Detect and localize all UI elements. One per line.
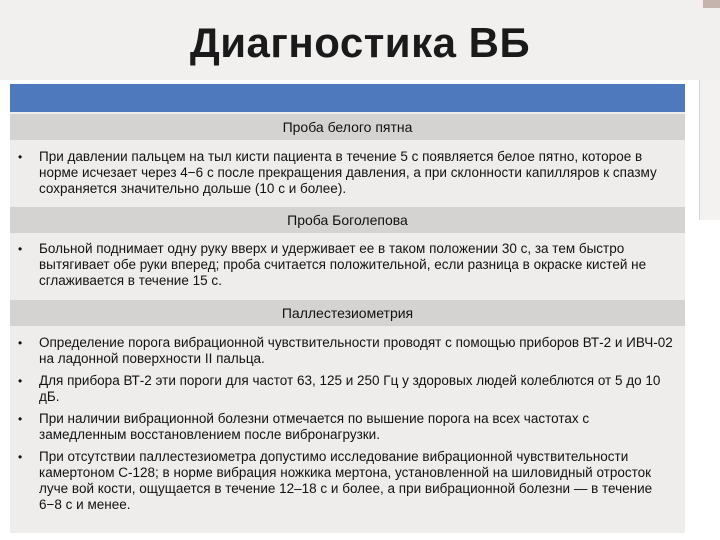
section-header-bogolepov: Проба Боголепова [10,207,685,233]
page-title: Диагностика ВБ [189,19,531,66]
content-table [10,84,685,532]
bullet-icon: • [18,150,23,164]
bullet-icon: • [18,336,23,350]
list-item [10,241,685,289]
table-header-bar [10,84,685,112]
section-body-bogolepov [10,235,685,304]
list-item [10,149,685,197]
bullet-icon: • [18,450,23,464]
list-item [10,411,685,443]
list-item [10,335,685,367]
bullet-text: Определение порога вибрационной чувствительности проводят с помощью приборов ВТ-2 и ИВЧ-02 на ладонной поверхности II пальца. [39,335,673,366]
section-header-white-spot: Проба белого пятна [10,114,685,140]
bullet-text: При отсутствии паллестезиометра допустимо исследование вибрационной чувствительности камертоном С-128; в норме вибрация ножкика мертона, установленной на шиловидный отросток луче вой кости, ощущается в течение 12–18 с и более, а при вибрационной болезни — в течение 6−8 с и менее. [39,449,653,512]
section-header-pallesthesiometry: Паллестезиометрия [10,300,685,326]
bullet-text: Больной поднимает одну руку вверх и удерживает ее в таком положении 30 с, за тем быстро вытягивает обе руки вперед; проба считается положительной, если разница в окраске кистей не сглаживается в течение 15 с. [39,241,647,288]
bullet-icon: • [18,412,23,426]
corner-accent [703,0,720,8]
list-item [10,373,685,405]
bullet-text: При наличии вибрационной болезни отмечается по вышение порога на всех частотах с замедленным восстановлением после вибронагрузки. [39,411,590,442]
bullet-text: При давлении пальцем на тыл кисти пациента в течение 5 с появляется белое пятно, которое в норме исчезает через 4−6 с после прекращения давления, а при склонности капилляров к спазму сохраняется значительно дольше (10 с и более). [39,149,657,196]
bullet-icon: • [18,242,23,256]
bullet-text: Для прибора ВТ-2 эти пороги для частот 63, 125 и 250 Гц у здоровых людей колеблются от 5 до 10 дБ. [39,373,661,404]
side-panel [699,80,720,220]
bullet-icon: • [18,374,23,388]
list-item [10,449,685,513]
section-body-white-spot [10,142,685,213]
section-body-pallesthesiometry [10,328,685,533]
